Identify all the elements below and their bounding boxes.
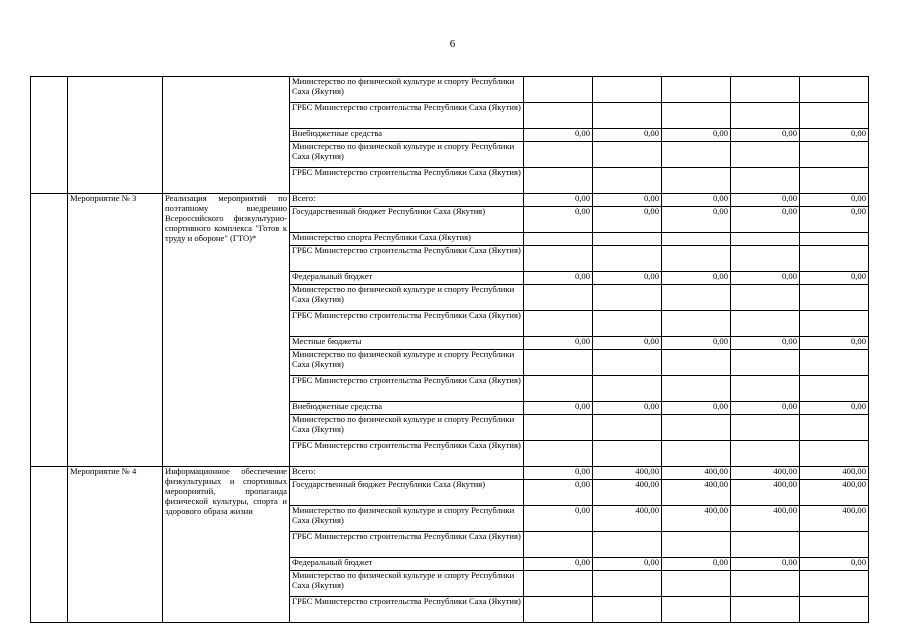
amount-cell	[731, 532, 800, 558]
activity-description: Информационное обеспечение физкультурных и спортивных мероприятий, пропаганда физической культуры, спорта и здорового образа жизни	[163, 467, 290, 623]
amount-cell: 0,00	[662, 337, 731, 350]
amount-cell: 0,00	[524, 558, 593, 571]
amount-cell	[731, 77, 800, 103]
amount-cell	[731, 246, 800, 272]
amount-cell	[800, 532, 869, 558]
funding-source: Министерство по физической культуре и спорту Республики Саха (Якутия)	[290, 285, 524, 311]
amount-cell	[593, 311, 662, 337]
funding-source: Министерство по физической культуре и спорту Республики Саха (Якутия)	[290, 142, 524, 168]
funding-source: ГРБС Министерство строительства Республики Саха (Якутия)	[290, 532, 524, 558]
amount-cell	[800, 350, 869, 376]
amount-cell	[662, 103, 731, 129]
amount-cell	[662, 285, 731, 311]
page-number: 6	[449, 38, 456, 50]
funding-source: Министерство спорта Республики Саха (Якутия)	[290, 233, 524, 246]
funding-source: Федеральный бюджет	[290, 272, 524, 285]
amount-cell: 0,00	[524, 480, 593, 506]
amount-cell: 0,00	[731, 337, 800, 350]
amount-cell: 0,00	[593, 337, 662, 350]
amount-cell: 0,00	[662, 272, 731, 285]
amount-cell	[800, 103, 869, 129]
funding-source: Государственный бюджет Республики Саха (Якутия)	[290, 207, 524, 233]
amount-cell: 400,00	[800, 480, 869, 506]
amount-cell: 0,00	[593, 129, 662, 142]
amount-cell	[731, 597, 800, 623]
amount-cell	[593, 285, 662, 311]
funding-source: Внебюджетные средства	[290, 402, 524, 415]
table-row	[31, 194, 869, 207]
amount-cell	[524, 168, 593, 194]
amount-cell	[593, 77, 662, 103]
amount-cell	[524, 350, 593, 376]
amount-cell	[731, 103, 800, 129]
row-number-cell	[31, 194, 68, 467]
amount-cell	[662, 168, 731, 194]
amount-cell	[593, 233, 662, 246]
amount-cell	[593, 415, 662, 441]
funding-source: Всего:	[290, 194, 524, 207]
funding-source: Государственный бюджет Республики Саха (Якутия)	[290, 480, 524, 506]
amount-cell: 0,00	[593, 207, 662, 233]
amount-cell: 0,00	[593, 194, 662, 207]
amount-cell	[524, 77, 593, 103]
amount-cell	[731, 415, 800, 441]
amount-cell: 400,00	[662, 506, 731, 532]
funding-source: Министерство по физической культуре и спорту Республики Саха (Якутия)	[290, 506, 524, 532]
amount-cell: 0,00	[662, 129, 731, 142]
amount-cell: 0,00	[524, 129, 593, 142]
amount-cell	[731, 285, 800, 311]
amount-cell: 0,00	[800, 272, 869, 285]
amount-cell: 400,00	[731, 506, 800, 532]
amount-cell: 0,00	[524, 506, 593, 532]
amount-cell	[593, 532, 662, 558]
amount-cell	[662, 597, 731, 623]
amount-cell	[524, 415, 593, 441]
amount-cell	[662, 77, 731, 103]
amount-cell: 400,00	[800, 467, 869, 480]
amount-cell	[662, 142, 731, 168]
table-row	[31, 77, 869, 103]
amount-cell	[662, 376, 731, 402]
amount-cell	[800, 285, 869, 311]
amount-cell	[662, 415, 731, 441]
amount-cell	[731, 311, 800, 337]
amount-cell	[524, 233, 593, 246]
amount-cell	[524, 571, 593, 597]
amount-cell	[662, 311, 731, 337]
amount-cell: 0,00	[524, 467, 593, 480]
amount-cell: 0,00	[662, 207, 731, 233]
amount-cell	[524, 532, 593, 558]
amount-cell: 400,00	[662, 467, 731, 480]
amount-cell	[524, 597, 593, 623]
amount-cell	[593, 142, 662, 168]
amount-cell	[800, 415, 869, 441]
amount-cell: 0,00	[731, 129, 800, 142]
amount-cell	[524, 246, 593, 272]
amount-cell	[800, 441, 869, 467]
amount-cell: 400,00	[662, 480, 731, 506]
funding-source: ГРБС Министерство строительства Республики Саха (Якутия)	[290, 311, 524, 337]
amount-cell	[593, 168, 662, 194]
amount-cell	[593, 103, 662, 129]
amount-cell: 400,00	[800, 506, 869, 532]
amount-cell	[800, 77, 869, 103]
amount-cell: 0,00	[731, 272, 800, 285]
amount-cell: 0,00	[662, 558, 731, 571]
amount-cell	[800, 246, 869, 272]
amount-cell	[593, 597, 662, 623]
amount-cell: 0,00	[524, 402, 593, 415]
amount-cell: 0,00	[731, 558, 800, 571]
amount-cell: 400,00	[593, 506, 662, 532]
funding-source: ГРБС Министерство строительства Республики Саха (Якутия)	[290, 441, 524, 467]
amount-cell: 0,00	[593, 558, 662, 571]
funding-source: Внебюджетные средства	[290, 129, 524, 142]
activity-description	[163, 77, 290, 194]
amount-cell: 0,00	[524, 337, 593, 350]
amount-cell	[524, 376, 593, 402]
funding-source: Всего:	[290, 467, 524, 480]
amount-cell: 0,00	[662, 402, 731, 415]
amount-cell: 0,00	[731, 402, 800, 415]
amount-cell: 0,00	[524, 207, 593, 233]
funding-source: Федеральный бюджет	[290, 558, 524, 571]
amount-cell	[800, 311, 869, 337]
amount-cell	[524, 103, 593, 129]
funding-source: Министерство по физической культуре и спорту Республики Саха (Якутия)	[290, 571, 524, 597]
funding-source: ГРБС Министерство строительства Республики Саха (Якутия)	[290, 246, 524, 272]
amount-cell	[662, 233, 731, 246]
amount-cell: 0,00	[593, 272, 662, 285]
funding-source: Министерство по физической культуре и спорту Республики Саха (Якутия)	[290, 77, 524, 103]
amount-cell	[800, 597, 869, 623]
amount-cell: 0,00	[524, 272, 593, 285]
funding-source: Министерство по физической культуре и спорту Республики Саха (Якутия)	[290, 415, 524, 441]
amount-cell	[593, 246, 662, 272]
amount-cell	[524, 285, 593, 311]
amount-cell	[593, 350, 662, 376]
amount-cell	[662, 571, 731, 597]
amount-cell	[800, 142, 869, 168]
amount-cell	[524, 311, 593, 337]
amount-cell	[731, 142, 800, 168]
amount-cell	[662, 441, 731, 467]
funding-source: ГРБС Министерство строительства Республики Саха (Якутия)	[290, 376, 524, 402]
amount-cell	[800, 168, 869, 194]
funding-source: ГРБС Министерство строительства Республики Саха (Якутия)	[290, 103, 524, 129]
amount-cell: 0,00	[524, 194, 593, 207]
activity-name: Мероприятие № 4	[68, 467, 163, 623]
amount-cell	[593, 441, 662, 467]
amount-cell: 400,00	[731, 480, 800, 506]
amount-cell: 0,00	[731, 194, 800, 207]
amount-cell: 0,00	[800, 558, 869, 571]
amount-cell	[731, 376, 800, 402]
funding-table	[30, 76, 869, 623]
amount-cell: 0,00	[800, 207, 869, 233]
amount-cell	[593, 376, 662, 402]
activity-name	[68, 77, 163, 194]
funding-source: ГРБС Министерство строительства Республики Саха (Якутия)	[290, 597, 524, 623]
amount-cell	[524, 142, 593, 168]
amount-cell	[662, 532, 731, 558]
amount-cell: 400,00	[731, 467, 800, 480]
table-row	[31, 467, 869, 480]
row-number-cell	[31, 467, 68, 623]
amount-cell	[662, 246, 731, 272]
funding-source: Министерство по физической культуре и спорту Республики Саха (Якутия)	[290, 350, 524, 376]
amount-cell	[731, 571, 800, 597]
amount-cell	[524, 441, 593, 467]
funding-source: Местные бюджеты	[290, 337, 524, 350]
amount-cell: 0,00	[800, 194, 869, 207]
amount-cell	[662, 350, 731, 376]
amount-cell: 0,00	[800, 129, 869, 142]
amount-cell: 0,00	[731, 207, 800, 233]
activity-name: Мероприятие № 3	[68, 194, 163, 467]
activity-description: Реализация мероприятий по поэтапному внедрению Всероссийского физкультурно-спортивного комплекса "Готов к труду и обороне" (ГТО)*	[163, 194, 290, 467]
amount-cell: 0,00	[800, 337, 869, 350]
row-number-cell	[31, 77, 68, 194]
amount-cell	[731, 233, 800, 246]
amount-cell: 0,00	[800, 402, 869, 415]
amount-cell	[800, 233, 869, 246]
amount-cell: 400,00	[593, 480, 662, 506]
amount-cell	[731, 168, 800, 194]
amount-cell	[593, 571, 662, 597]
funding-source: ГРБС Министерство строительства Республики Саха (Якутия)	[290, 168, 524, 194]
amount-cell: 0,00	[662, 194, 731, 207]
amount-cell	[731, 441, 800, 467]
amount-cell	[731, 350, 800, 376]
amount-cell: 400,00	[593, 467, 662, 480]
amount-cell	[800, 376, 869, 402]
amount-cell	[800, 571, 869, 597]
amount-cell: 0,00	[593, 402, 662, 415]
